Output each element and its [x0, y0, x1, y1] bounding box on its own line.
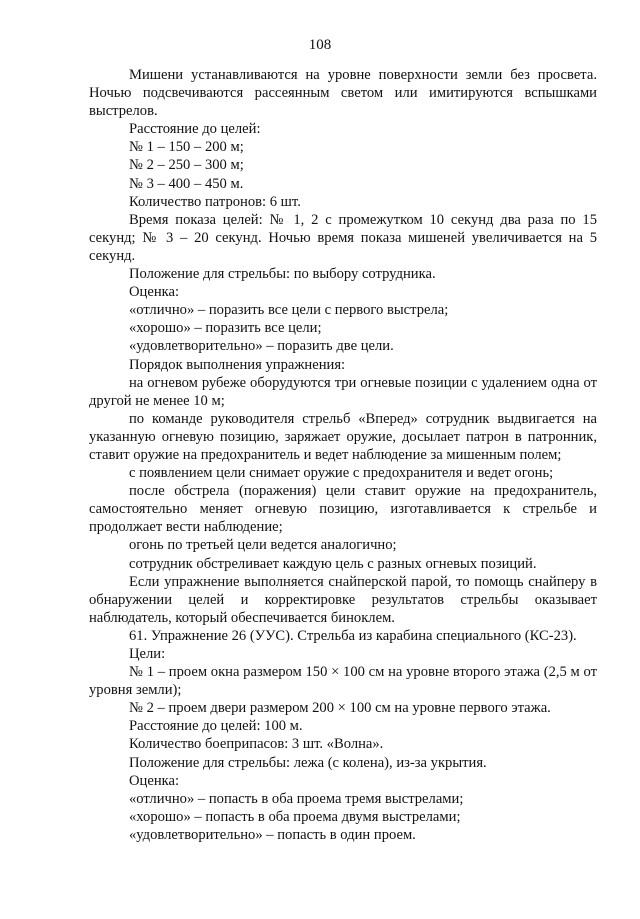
list-item-procedure-3: с появлением цели снимает оружие с предохранителя и ведет огонь; [129, 465, 554, 482]
page-number: 108 [308, 37, 332, 53]
list-item-procedure-6: сотрудник обстреливает каждую цель с разных огневых позиций. [129, 555, 537, 572]
paragraph-distance: Расстояние до целей: 100 м. [129, 718, 303, 735]
paragraph-firing-position-2: Положение для стрельбы: лежа (с колена), из-за укрытия. [129, 754, 487, 771]
paragraph-targets-placement: Мишени устанавливаются на уровне поверхности земли без просвета. Ночью подсвечиваются рассеянным светом или имитируются вспышками выстрелов. [89, 67, 597, 120]
paragraph-display-time: Время показа целей: № 1, 2 с промежутком 10 секунд два раза по 15 секунд; № 3 – 20 секунд. Ночью время показа мишеней увеличивается на 5 секунд. [89, 211, 597, 264]
list-item-door-target: № 2 – проем двери размером 200 × 100 см на уровне первого этажа. [129, 700, 551, 717]
list-item-grade-satisfactory-2: «удовлетворительно» – попасть в один проем. [129, 826, 416, 843]
paragraph-ammunition: Количество боеприпасов: 3 шт. «Волна». [129, 736, 384, 753]
paragraph-exercise-26-title: 61. Упражнение 26 (УУС). Стрельба из карабина специального (КС-23). [129, 627, 577, 644]
list-item-grade-excellent: «отлично» – поразить все цели с первого выстрела; [129, 302, 449, 319]
list-item-target-1: № 1 – 150 – 200 м; [129, 139, 244, 156]
list-item-target-2: № 2 – 250 – 300 м; [129, 157, 244, 174]
paragraph-cartridge-count: Количество патронов: 6 шт. [129, 193, 301, 210]
list-item-grade-good: «хорошо» – поразить все цели; [129, 320, 322, 337]
paragraph-targets-heading: Цели: [129, 646, 166, 662]
paragraph-grading-heading-2: Оценка: [129, 772, 180, 789]
list-item-grade-satisfactory: «удовлетворительно» – поразить две цели. [129, 338, 394, 355]
paragraph-distance-heading: Расстояние до целей: [129, 121, 261, 138]
list-item-procedure-4: после обстрела (поражения) цели ставит оружие на предохранитель, самостоятельно меняет огневую позицию, изготавливается к стрельбе и продолжает вести наблюдение; [89, 483, 597, 536]
list-item-target-3: № 3 – 400 – 450 м. [129, 175, 244, 192]
list-item-grade-good-2: «хорошо» – попасть в оба проема двумя выстрелами; [129, 808, 461, 825]
paragraph-sniper-pair: Если упражнение выполняется снайперской парой, то помощь снайперу в обнаружении целей и корректировке результатов стрельбы оказывает наблюдатель, который обеспечивается биноклем. [89, 573, 597, 626]
list-item-procedure-1: на огневом рубеже оборудуются три огневые позиции с удалением одна от другой не менее 10 м; [89, 374, 597, 409]
list-item-grade-excellent-2: «отлично» – попасть в оба проема тремя выстрелами; [129, 790, 464, 807]
document-body [89, 66, 597, 844]
paragraph-grading-heading: Оценка: [129, 284, 180, 301]
list-item-procedure-2: по команде руководителя стрельб «Вперед» сотрудник выдвигается на указанную огневую позицию, заряжает оружие, досылает патрон в патронник, ставит оружие на предохранитель и ведет наблюдение за мишенным полем; [89, 410, 597, 463]
paragraph-procedure-heading: Порядок выполнения упражнения: [129, 356, 346, 373]
list-item-window-target: № 1 – проем окна размером 150 × 100 см на уровне второго этажа (2,5 м от уровня земли); [89, 664, 597, 699]
list-item-procedure-5: огонь по третьей цели ведется аналогично; [129, 537, 397, 554]
paragraph-firing-position: Положение для стрельбы: по выбору сотрудника. [129, 266, 436, 283]
